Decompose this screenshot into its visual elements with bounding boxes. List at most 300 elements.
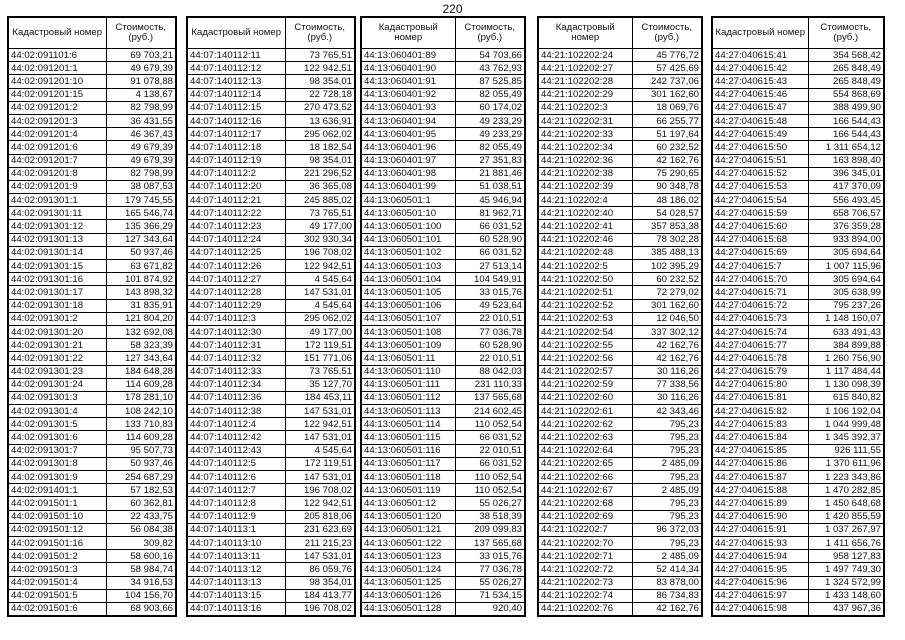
cadastral-number-cell: 44:13:060501:101 bbox=[361, 233, 455, 246]
cadastral-number-cell: 44:02:091501:1 bbox=[8, 497, 106, 510]
table-row bbox=[712, 286, 884, 299]
table-row bbox=[187, 180, 355, 193]
cadastral-number-cell: 44:21:102202:4 bbox=[538, 194, 632, 207]
cadastral-number-cell: 44:21:102202:40 bbox=[538, 207, 632, 220]
table-row bbox=[187, 299, 355, 312]
value-cell: 209 099,83 bbox=[455, 523, 525, 536]
value-cell: 133 710,83 bbox=[106, 418, 176, 431]
cadastral-number-cell: 44:02:091201:7 bbox=[8, 154, 106, 167]
cadastral-number-cell: 44:13:060501:107 bbox=[361, 312, 455, 325]
table-row bbox=[187, 49, 355, 62]
table-row bbox=[187, 194, 355, 207]
value-cell: 4 545,64 bbox=[285, 444, 355, 457]
value-cell: 127 343,64 bbox=[106, 233, 176, 246]
cadastral-number-cell: 44:07:140112:22 bbox=[187, 207, 285, 220]
value-cell: 110 052,54 bbox=[455, 418, 525, 431]
table-row bbox=[712, 405, 884, 418]
table-row bbox=[538, 49, 702, 62]
table-row bbox=[187, 286, 355, 299]
table-row bbox=[538, 114, 702, 127]
table-row bbox=[712, 207, 884, 220]
table-row bbox=[187, 523, 355, 536]
table-row bbox=[361, 352, 525, 365]
table-row bbox=[538, 273, 702, 286]
value-cell: 83 878,00 bbox=[632, 576, 702, 589]
table-row bbox=[538, 536, 702, 549]
table-row bbox=[187, 471, 355, 484]
table-row bbox=[712, 589, 884, 602]
value-cell: 178 281,10 bbox=[106, 391, 176, 404]
table-row bbox=[361, 75, 525, 88]
cadastral-number-cell: 44:13:060401:93 bbox=[361, 101, 455, 114]
table-row bbox=[361, 207, 525, 220]
cadastral-number-cell: 44:13:060501:114 bbox=[361, 418, 455, 431]
header-value: Стоимость, (руб.) bbox=[632, 17, 702, 49]
value-cell: 88 042,03 bbox=[455, 365, 525, 378]
table-row bbox=[187, 128, 355, 141]
table-row bbox=[187, 154, 355, 167]
cadastral-number-cell: 44:27:040615:97 bbox=[712, 589, 808, 602]
cadastral-number-cell: 44:07:140112:34 bbox=[187, 378, 285, 391]
table-row bbox=[712, 273, 884, 286]
table-row bbox=[538, 602, 702, 616]
table-row bbox=[538, 260, 702, 273]
value-cell: 57 182,53 bbox=[106, 484, 176, 497]
cadastral-number-cell: 44:07:140112:15 bbox=[187, 101, 285, 114]
value-cell: 795,23 bbox=[632, 418, 702, 431]
table-row bbox=[187, 550, 355, 563]
cadastral-number-cell: 44:13:060501:125 bbox=[361, 576, 455, 589]
table-row bbox=[712, 352, 884, 365]
table-row bbox=[538, 444, 702, 457]
cadastral-number-cell: 44:02:091301:5 bbox=[8, 418, 106, 431]
value-cell: 33 015,76 bbox=[455, 550, 525, 563]
table-row bbox=[187, 246, 355, 259]
cadastral-number-cell: 44:13:060501:118 bbox=[361, 471, 455, 484]
cadastral-number-cell: 44:02:091301:2 bbox=[8, 312, 106, 325]
value-cell: 302 930,34 bbox=[285, 233, 355, 246]
cadastral-number-cell: 44:21:102202:48 bbox=[538, 246, 632, 259]
cadastral-number-cell: 44:02:091201:4 bbox=[8, 128, 106, 141]
value-cell: 73 765,51 bbox=[285, 207, 355, 220]
value-cell: 305 694,64 bbox=[808, 246, 884, 259]
value-cell: 57 425,69 bbox=[632, 62, 702, 75]
cadastral-number-cell: 44:02:091301:16 bbox=[8, 273, 106, 286]
cadastral-number-cell: 44:02:091501:4 bbox=[8, 576, 106, 589]
value-cell: 60 528,90 bbox=[455, 339, 525, 352]
table-row bbox=[187, 273, 355, 286]
cadastral-number-cell: 44:27:040615:95 bbox=[712, 563, 808, 576]
header-cadastral-number: Кадастровый номер bbox=[8, 17, 106, 49]
table-row bbox=[712, 154, 884, 167]
table-row bbox=[538, 312, 702, 325]
cadastral-number-cell: 44:07:140112:26 bbox=[187, 260, 285, 273]
cadastral-number-cell: 44:21:102202:73 bbox=[538, 576, 632, 589]
table-row bbox=[361, 286, 525, 299]
table-row bbox=[8, 141, 176, 154]
value-cell: 82 798,99 bbox=[106, 101, 176, 114]
table-row bbox=[8, 378, 176, 391]
cadastral-number-cell: 44:07:140112:12 bbox=[187, 62, 285, 75]
table-row bbox=[712, 510, 884, 523]
cadastral-number-cell: 44:21:102202:38 bbox=[538, 167, 632, 180]
table-row bbox=[361, 128, 525, 141]
cadastral-number-cell: 44:13:060501:122 bbox=[361, 536, 455, 549]
table-row bbox=[8, 220, 176, 233]
table-row bbox=[361, 299, 525, 312]
cadastral-number-cell: 44:13:060501:1 bbox=[361, 194, 455, 207]
cadastral-number-cell: 44:02:091301:11 bbox=[8, 207, 106, 220]
table-row bbox=[187, 233, 355, 246]
table-row bbox=[361, 260, 525, 273]
value-cell: 1 497 749,30 bbox=[808, 563, 884, 576]
value-cell: 4 545,64 bbox=[285, 299, 355, 312]
cadastral-number-cell: 44:07:140112:27 bbox=[187, 273, 285, 286]
cadastral-number-cell: 44:21:102202:3 bbox=[538, 101, 632, 114]
value-cell: 658 706,57 bbox=[808, 207, 884, 220]
value-cell: 13 636,91 bbox=[285, 114, 355, 127]
cadastral-number-cell: 44:07:140113:12 bbox=[187, 563, 285, 576]
value-cell: 1 260 756,90 bbox=[808, 352, 884, 365]
value-cell: 60 362,81 bbox=[106, 497, 176, 510]
value-cell: 795 237,26 bbox=[808, 299, 884, 312]
table-row bbox=[8, 536, 176, 549]
table-row bbox=[538, 299, 702, 312]
value-cell: 66 031,52 bbox=[455, 246, 525, 259]
value-cell: 50 937,46 bbox=[106, 246, 176, 259]
value-cell: 60 528,90 bbox=[455, 233, 525, 246]
cadastral-number-cell: 44:27:040615:91 bbox=[712, 523, 808, 536]
cadastral-number-cell: 44:13:060501:104 bbox=[361, 273, 455, 286]
value-cell: 110 052,54 bbox=[455, 471, 525, 484]
cadastral-number-cell: 44:13:060501:124 bbox=[361, 563, 455, 576]
table-row bbox=[538, 391, 702, 404]
table-row bbox=[712, 339, 884, 352]
table-row bbox=[712, 180, 884, 193]
value-cell: 98 354,01 bbox=[285, 154, 355, 167]
cadastral-number-cell: 44:21:102202:76 bbox=[538, 602, 632, 616]
table-row bbox=[8, 444, 176, 457]
header-value: Стоимость, (руб.) bbox=[808, 17, 884, 49]
cadastral-number-cell: 44:07:140112:33 bbox=[187, 365, 285, 378]
cadastral-number-cell: 44:21:102202:67 bbox=[538, 484, 632, 497]
cadastral-number-cell: 44:13:060401:92 bbox=[361, 88, 455, 101]
header-cadastral-number: Кадастровый номер bbox=[187, 17, 285, 49]
table-row bbox=[712, 457, 884, 470]
table-row bbox=[187, 378, 355, 391]
header-value: Стоимость, (руб.) bbox=[455, 17, 525, 49]
table-row bbox=[187, 536, 355, 549]
cadastral-number-cell: 44:02:091301:7 bbox=[8, 444, 106, 457]
cadastral-number-cell: 44:21:102202:51 bbox=[538, 286, 632, 299]
table-row bbox=[8, 589, 176, 602]
cadastral-number-cell: 44:13:060401:90 bbox=[361, 62, 455, 75]
cadastral-number-cell: 44:13:060501:128 bbox=[361, 602, 455, 616]
cadastral-number-cell: 44:27:040615:81 bbox=[712, 391, 808, 404]
cadastral-number-cell: 44:13:060501:113 bbox=[361, 405, 455, 418]
table-row bbox=[187, 589, 355, 602]
header-value: Стоимость, (руб.) bbox=[106, 17, 176, 49]
value-cell: 30 116,26 bbox=[632, 391, 702, 404]
value-cell: 184 453,11 bbox=[285, 391, 355, 404]
value-cell: 1 311 654,12 bbox=[808, 141, 884, 154]
table-row bbox=[8, 365, 176, 378]
cadastral-number-cell: 44:27:040615:51 bbox=[712, 154, 808, 167]
value-cell: 98 354,01 bbox=[285, 576, 355, 589]
table-row bbox=[361, 339, 525, 352]
table-row bbox=[538, 141, 702, 154]
cadastral-number-cell: 44:13:060501:108 bbox=[361, 325, 455, 338]
table-row bbox=[187, 260, 355, 273]
table-row bbox=[8, 88, 176, 101]
table-row bbox=[8, 246, 176, 259]
table-row bbox=[538, 523, 702, 536]
cadastral-table-1 bbox=[7, 16, 177, 617]
value-cell: 49 233,29 bbox=[455, 128, 525, 141]
table-row bbox=[712, 536, 884, 549]
value-cell: 69 703,21 bbox=[106, 49, 176, 62]
table-row bbox=[538, 325, 702, 338]
table-row bbox=[538, 418, 702, 431]
value-cell: 114 609,28 bbox=[106, 431, 176, 444]
cadastral-number-cell: 44:21:102202:54 bbox=[538, 325, 632, 338]
cadastral-number-cell: 44:13:060501:102 bbox=[361, 246, 455, 259]
cadastral-number-cell: 44:07:140112:25 bbox=[187, 246, 285, 259]
cadastral-number-cell: 44:07:140112:43 bbox=[187, 444, 285, 457]
table-row bbox=[361, 418, 525, 431]
table-row bbox=[538, 75, 702, 88]
value-cell: 205 818,06 bbox=[285, 510, 355, 523]
table-row bbox=[8, 207, 176, 220]
value-cell: 1 370 611,96 bbox=[808, 457, 884, 470]
cadastral-number-cell: 44:07:140112:38 bbox=[187, 405, 285, 418]
cadastral-number-cell: 44:13:060501:111 bbox=[361, 378, 455, 391]
cadastral-number-cell: 44:27:040615:89 bbox=[712, 497, 808, 510]
cadastral-number-cell: 44:13:060501:112 bbox=[361, 391, 455, 404]
value-cell: 12 046,50 bbox=[632, 312, 702, 325]
table-row bbox=[187, 563, 355, 576]
value-cell: 1 411 656,76 bbox=[808, 536, 884, 549]
header-cadastral-number: Кадастровый номер bbox=[538, 17, 632, 49]
value-cell: 196 708,02 bbox=[285, 246, 355, 259]
cadastral-number-cell: 44:02:091501:2 bbox=[8, 550, 106, 563]
cadastral-number-cell: 44:13:060501:116 bbox=[361, 444, 455, 457]
table-row bbox=[8, 312, 176, 325]
value-cell: 18 069,76 bbox=[632, 101, 702, 114]
cadastral-number-cell: 44:07:140112:36 bbox=[187, 391, 285, 404]
cadastral-number-cell: 44:27:040615:83 bbox=[712, 418, 808, 431]
value-cell: 86 059,76 bbox=[285, 563, 355, 576]
table-row bbox=[361, 602, 525, 616]
value-cell: 143 898,32 bbox=[106, 286, 176, 299]
table-row bbox=[712, 88, 884, 101]
value-cell: 2 485,09 bbox=[632, 457, 702, 470]
value-cell: 417 370,09 bbox=[808, 180, 884, 193]
value-cell: 27 513,14 bbox=[455, 260, 525, 273]
cadastral-number-cell: 44:07:140112:18 bbox=[187, 141, 285, 154]
value-cell: 66 031,52 bbox=[455, 457, 525, 470]
cadastral-number-cell: 44:02:091201:8 bbox=[8, 167, 106, 180]
value-cell: 1 007 115,96 bbox=[808, 260, 884, 273]
cadastral-number-cell: 44:21:102202:66 bbox=[538, 471, 632, 484]
value-cell: 52 414,34 bbox=[632, 563, 702, 576]
value-cell: 926 111,55 bbox=[808, 444, 884, 457]
cadastral-number-cell: 44:02:091201:15 bbox=[8, 88, 106, 101]
value-cell: 933 894,00 bbox=[808, 233, 884, 246]
cadastral-number-cell: 44:07:140112:16 bbox=[187, 114, 285, 127]
table-row bbox=[712, 325, 884, 338]
value-cell: 135 366,29 bbox=[106, 220, 176, 233]
cadastral-number-cell: 44:07:140112:28 bbox=[187, 286, 285, 299]
value-cell: 22 728,18 bbox=[285, 88, 355, 101]
table-row bbox=[8, 325, 176, 338]
cadastral-number-cell: 44:13:060501:103 bbox=[361, 260, 455, 273]
table-row bbox=[712, 114, 884, 127]
value-cell: 2 485,09 bbox=[632, 484, 702, 497]
cadastral-number-cell: 44:02:091301:24 bbox=[8, 378, 106, 391]
table-row bbox=[8, 576, 176, 589]
table-row bbox=[361, 391, 525, 404]
cadastral-number-cell: 44:07:140112:20 bbox=[187, 180, 285, 193]
value-cell: 137 565,68 bbox=[455, 536, 525, 549]
value-cell: 33 015,76 bbox=[455, 286, 525, 299]
table-row bbox=[361, 510, 525, 523]
table-row bbox=[538, 484, 702, 497]
cadastral-number-cell: 44:13:060401:91 bbox=[361, 75, 455, 88]
cadastral-number-cell: 44:02:091401:1 bbox=[8, 484, 106, 497]
value-cell: 1 117 484,44 bbox=[808, 365, 884, 378]
cadastral-number-cell: 44:21:102202:52 bbox=[538, 299, 632, 312]
value-cell: 1 037 267,97 bbox=[808, 523, 884, 536]
cadastral-number-cell: 44:02:091301:18 bbox=[8, 299, 106, 312]
table-row bbox=[8, 418, 176, 431]
cadastral-number-cell: 44:21:102202:63 bbox=[538, 431, 632, 444]
table-row bbox=[187, 114, 355, 127]
cadastral-number-cell: 44:02:091101:6 bbox=[8, 49, 106, 62]
value-cell: 1 470 282,85 bbox=[808, 484, 884, 497]
cadastral-number-cell: 44:07:140112:17 bbox=[187, 128, 285, 141]
cadastral-number-cell: 44:13:060401:99 bbox=[361, 180, 455, 193]
value-cell: 101 874,92 bbox=[106, 273, 176, 286]
cadastral-number-cell: 44:27:040615:69 bbox=[712, 246, 808, 259]
table-row bbox=[361, 431, 525, 444]
cadastral-number-cell: 44:13:060501:106 bbox=[361, 299, 455, 312]
cadastral-number-cell: 44:21:102202:74 bbox=[538, 589, 632, 602]
value-cell: 2 485,09 bbox=[632, 550, 702, 563]
value-cell: 54 028,57 bbox=[632, 207, 702, 220]
value-cell: 36 431,55 bbox=[106, 114, 176, 127]
table-row bbox=[538, 576, 702, 589]
cadastral-number-cell: 44:02:091301:6 bbox=[8, 431, 106, 444]
value-cell: 1 106 192,04 bbox=[808, 405, 884, 418]
cadastral-number-cell: 44:27:040615:93 bbox=[712, 536, 808, 549]
value-cell: 38 518,39 bbox=[455, 510, 525, 523]
header-cadastral-number: Кадастровый номер bbox=[361, 17, 455, 49]
table-row bbox=[187, 457, 355, 470]
value-cell: 385 488,13 bbox=[632, 246, 702, 259]
value-cell: 1 223 343,86 bbox=[808, 471, 884, 484]
cadastral-number-cell: 44:13:060401:96 bbox=[361, 141, 455, 154]
cadastral-number-cell: 44:21:102202:57 bbox=[538, 365, 632, 378]
cadastral-number-cell: 44:13:060501:126 bbox=[361, 589, 455, 602]
cadastral-number-cell: 44:02:091301:12 bbox=[8, 220, 106, 233]
value-cell: 795,23 bbox=[632, 444, 702, 457]
cadastral-number-cell: 44:21:102202:60 bbox=[538, 391, 632, 404]
value-cell: 42 162,76 bbox=[632, 352, 702, 365]
table-row bbox=[8, 273, 176, 286]
value-cell: 231 623,69 bbox=[285, 523, 355, 536]
cadastral-number-cell: 44:07:140112:2 bbox=[187, 167, 285, 180]
table-row bbox=[712, 233, 884, 246]
value-cell: 104 156,70 bbox=[106, 589, 176, 602]
value-cell: 73 765,51 bbox=[285, 365, 355, 378]
cadastral-number-cell: 44:27:040615:46 bbox=[712, 88, 808, 101]
value-cell: 354 568,42 bbox=[808, 49, 884, 62]
value-cell: 82 055,49 bbox=[455, 88, 525, 101]
cadastral-number-cell: 44:07:140113:13 bbox=[187, 576, 285, 589]
table-row bbox=[712, 75, 884, 88]
value-cell: 114 609,28 bbox=[106, 378, 176, 391]
table-row bbox=[538, 497, 702, 510]
table-row bbox=[8, 457, 176, 470]
cadastral-number-cell: 44:21:102202:27 bbox=[538, 62, 632, 75]
table-row bbox=[187, 101, 355, 114]
value-cell: 231 110,33 bbox=[455, 378, 525, 391]
table-row bbox=[712, 484, 884, 497]
value-cell: 45 776,72 bbox=[632, 49, 702, 62]
cadastral-number-cell: 44:21:102202:7 bbox=[538, 523, 632, 536]
value-cell: 795,23 bbox=[632, 536, 702, 549]
table-row bbox=[361, 576, 525, 589]
cadastral-number-cell: 44:07:140112:13 bbox=[187, 75, 285, 88]
cadastral-number-cell: 44:21:102202:56 bbox=[538, 352, 632, 365]
value-cell: 265 848,49 bbox=[808, 75, 884, 88]
cadastral-number-cell: 44:27:040615:71 bbox=[712, 286, 808, 299]
cadastral-number-cell: 44:27:040615:78 bbox=[712, 352, 808, 365]
value-cell: 1 420 855,59 bbox=[808, 510, 884, 523]
table-row bbox=[187, 75, 355, 88]
value-cell: 77 036,78 bbox=[455, 563, 525, 576]
cadastral-number-cell: 44:27:040615:47 bbox=[712, 101, 808, 114]
value-cell: 49 233,29 bbox=[455, 114, 525, 127]
table-row bbox=[361, 180, 525, 193]
value-cell: 121 804,20 bbox=[106, 312, 176, 325]
table-row bbox=[712, 365, 884, 378]
cadastral-number-cell: 44:21:102202:34 bbox=[538, 141, 632, 154]
value-cell: 1 044 999,48 bbox=[808, 418, 884, 431]
table-row bbox=[712, 141, 884, 154]
table-row bbox=[8, 180, 176, 193]
table-row bbox=[712, 194, 884, 207]
value-cell: 43 762,93 bbox=[455, 62, 525, 75]
table-row bbox=[361, 523, 525, 536]
value-cell: 196 708,02 bbox=[285, 484, 355, 497]
table-row bbox=[712, 260, 884, 273]
cadastral-number-cell: 44:21:102202:53 bbox=[538, 312, 632, 325]
header-cadastral-number: Кадастровый номер bbox=[712, 17, 808, 49]
cadastral-number-cell: 44:27:040615:49 bbox=[712, 128, 808, 141]
table-row bbox=[712, 62, 884, 75]
value-cell: 122 942,51 bbox=[285, 418, 355, 431]
cadastral-table-2 bbox=[186, 16, 356, 617]
table-row bbox=[187, 391, 355, 404]
cadastral-number-cell: 44:02:091201:2 bbox=[8, 101, 106, 114]
table-row bbox=[8, 286, 176, 299]
table-row bbox=[361, 62, 525, 75]
table-row bbox=[361, 49, 525, 62]
value-cell: 254 687,29 bbox=[106, 471, 176, 484]
cadastral-number-cell: 44:07:140112:5 bbox=[187, 457, 285, 470]
